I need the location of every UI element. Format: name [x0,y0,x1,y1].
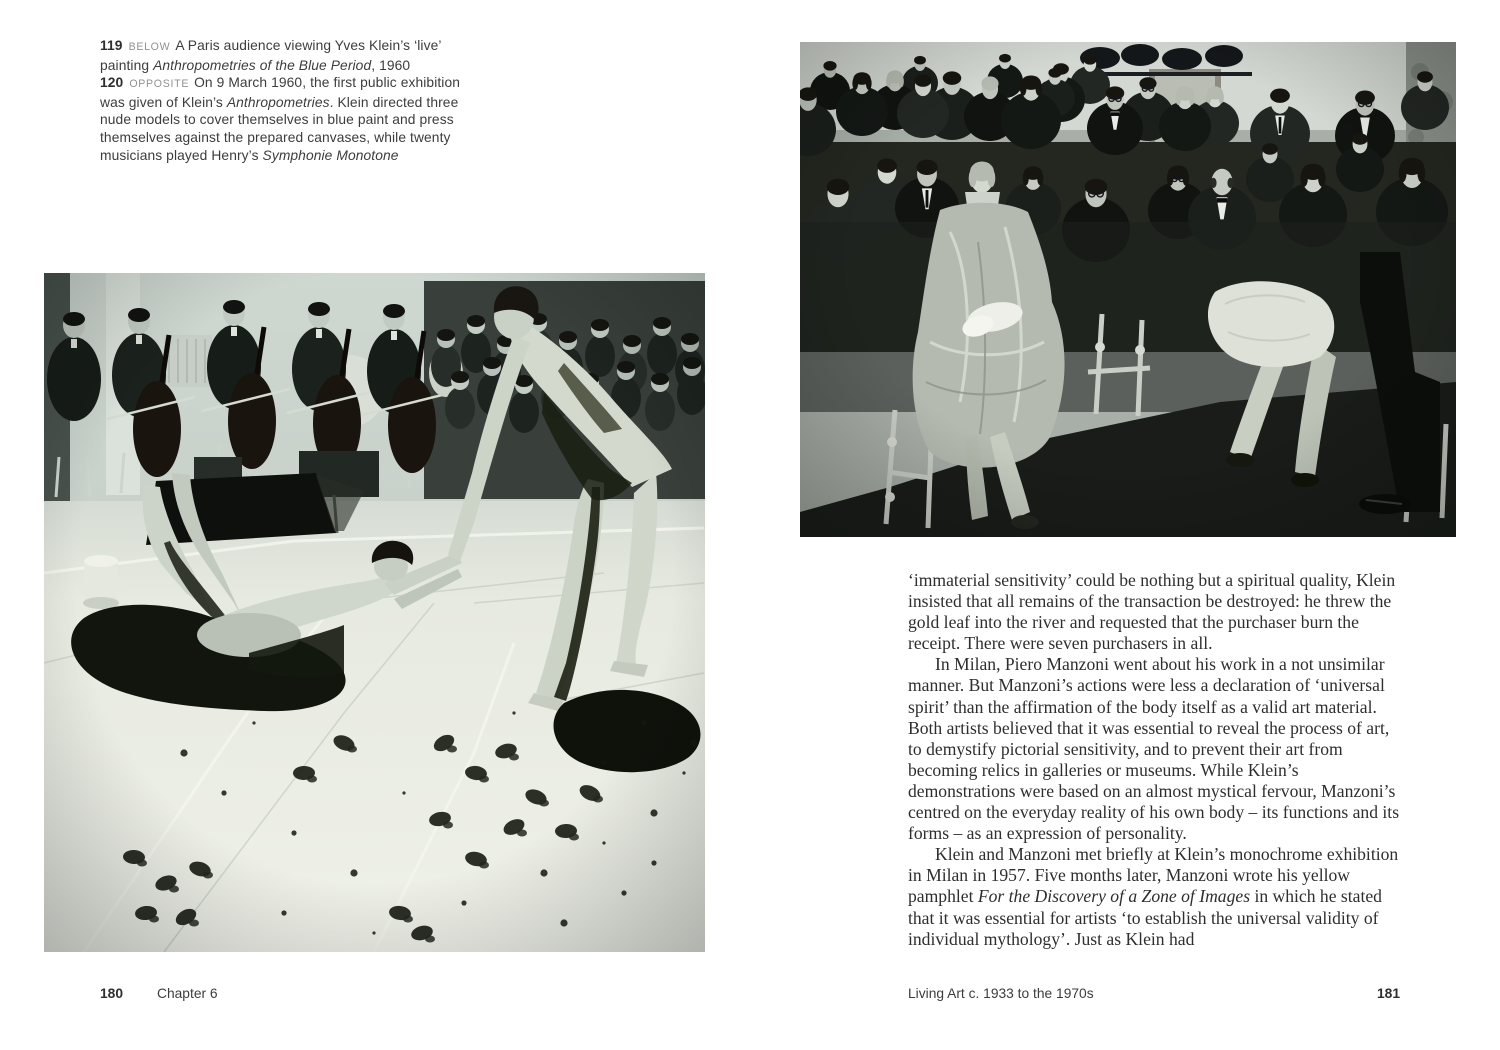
page-number-left: 180 [100,986,124,1001]
caption-label: OPPOSITE [129,78,190,91]
body-text: in which he stated that it was essential for artists ‘to establish the universal validity of individual mythology’. Just as Klein had [908,886,1382,949]
body-text: Klein and Manzoni met briefly at Klein’s monochrome exhibition in Milan in 1957. Five months later, Manzoni wrote his yellow pamphlet [908,844,1399,907]
figure-number: 119 [100,38,123,53]
body-paragraph: In Milan, Piero Manzoni went about his work in a not unsimilar manner. But Manzoni’s actions were less a declaration of ‘universal spirit’ than the affirmation of the body itself as a valid art material. Both artists believed that it was essential to reveal the process of art, to demystify pictorial sensitivity, and to prevent their art from becoming relics in galleries or museums. While Klein’s demonstrations were based on an almost mystical fervour, Manzoni’s centred on the everyday reality of his own body – its functions and its forms – as an expression of personality. [908,654,1400,844]
audience-photo-illustration [800,42,1456,537]
caption-text: On 9 March 1960, the first public exhibition was given of Klein’s [100,75,461,110]
page-number-right: 181 [1376,986,1400,1001]
body-text-column [908,570,1402,950]
left-page-footer [100,986,218,1001]
chapter-label: Chapter 6 [157,986,218,1001]
figure-captions [100,37,485,164]
caption-label: BELOW [128,41,171,53]
photo-paris-audience [800,42,1456,537]
caption-text: , 1960 [371,57,411,73]
body-italic: For the Discovery of a Zone of Images [977,886,1251,907]
caption-text: A Paris audience viewing Yves Klein’s ‘live’ painting [100,38,441,73]
caption-text: . Klein directed three nude models to cover themselves in blue paint and press themselves against the prepared canvases, while twenty musicians played Henry’s [100,94,459,163]
running-title: Living Art c. 1933 to the 1970s [908,986,1094,1001]
caption-italic: Symphonie Monotone [262,147,399,163]
body-paragraph: ‘immaterial sensitivity’ could be nothing but a spiritual quality, Klein insisted that all remains of the transaction be destroyed: he threw the gold leaf into the river and requested that the purchaser burn the receipt. There were seven purchasers in all. [908,570,1396,654]
body-paragraph [908,844,1402,949]
caption-italic: Anthropometries [226,94,330,110]
performance-photo-illustration [44,273,705,952]
right-page-footer [908,986,1400,1001]
figure-number: 120 [100,75,124,91]
figure-caption [100,38,460,163]
photo-anthropometries-performance [44,273,705,952]
caption-italic: Anthropometries of the Blue Period [153,57,372,73]
